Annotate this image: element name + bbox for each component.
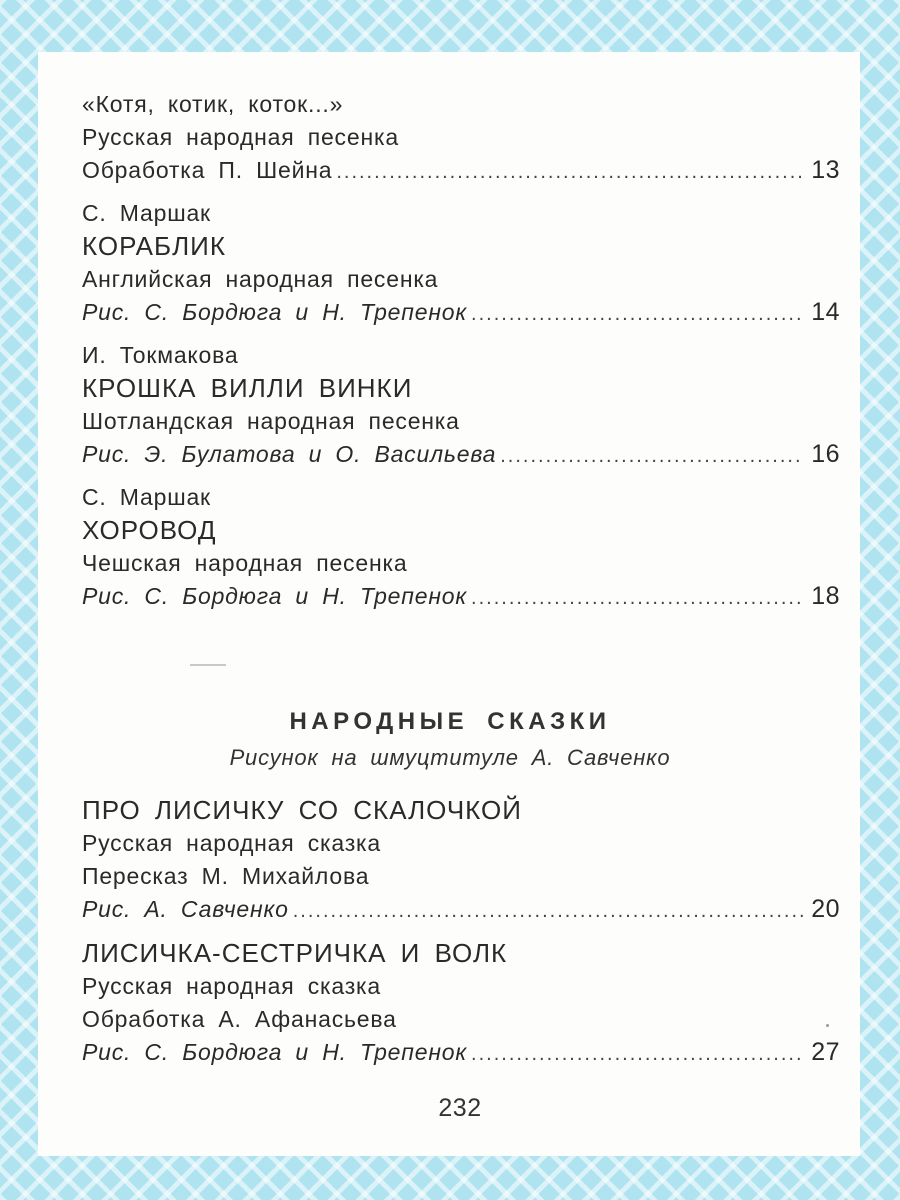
dot-leader — [471, 582, 803, 615]
toc-entry-pro-lisichku — [82, 794, 840, 926]
toc-entry-credit-row — [82, 580, 840, 613]
toc-entry-retelling: Пересказ М. Михайлова — [82, 863, 370, 889]
toc-entry-credit-row — [82, 296, 840, 329]
toc-entry-genre: Русская народная сказка — [82, 830, 382, 856]
toc-entry-genre: Чешская народная песенка — [82, 550, 408, 576]
toc-entry-author: И. Токмакова — [82, 342, 239, 368]
toc-entry-adaptation: Обработка А. Афанасьева — [82, 1006, 397, 1032]
print-speck — [826, 1024, 829, 1027]
toc-entry-title: ЛИСИЧКА-СЕСТРИЧКА И ВОЛК — [82, 938, 508, 968]
toc-entry-page: 14 — [811, 298, 840, 326]
toc-entry-credit-row — [82, 1036, 840, 1069]
toc-entry-title: КОРАБЛИК — [82, 231, 226, 261]
dot-leader — [471, 298, 803, 331]
section-heading: НАРОДНЫЕ СКАЗКИ — [289, 708, 611, 735]
toc-entry-credit-row — [82, 154, 840, 187]
toc-entry-genre: Шотландская народная песенка — [82, 408, 460, 434]
toc-entry-credit-row — [82, 893, 840, 926]
toc-entry-page: 27 — [811, 1038, 840, 1066]
toc-entry-kroshka-villi-vinki — [82, 339, 840, 471]
toc-entry-credit: Рис. С. Бордюга и Н. Трепенок — [82, 299, 468, 325]
toc-entry-page: 16 — [811, 440, 840, 468]
toc-entry-author: С. Маршак — [82, 484, 211, 510]
section-subheading: Рисунок на шмуцтитуле А. Савченко — [229, 745, 671, 770]
toc-entry-genre: Английская народная песенка — [82, 266, 439, 292]
toc-entry-genre: Русская народная песенка — [82, 124, 399, 150]
toc-entry-korablik — [82, 197, 840, 329]
toc-entry-title: «Котя, котик, коток...» — [82, 91, 344, 117]
toc-entry-page: 13 — [811, 156, 840, 184]
toc-entry-credit: Рис. Э. Булатова и О. Васильева — [82, 441, 497, 467]
toc-entry-page: 18 — [811, 582, 840, 610]
toc-entry-author: С. Маршак — [82, 200, 211, 226]
dot-leader — [471, 1038, 803, 1071]
toc-entry-title: ПРО ЛИСИЧКУ СО СКАЛОЧКОЙ — [82, 795, 522, 825]
toc-entry-title: ХОРОВОД — [82, 515, 217, 545]
toc-entry-credit: Рис. А. Савченко — [82, 896, 289, 922]
dot-leader — [336, 156, 803, 189]
toc-entry-credit: Рис. С. Бордюга и Н. Трепенок — [82, 1039, 468, 1065]
divider-mark — [190, 664, 226, 666]
page-number: 232 — [438, 1094, 482, 1122]
toc-entry-credit: Обработка П. Шейна — [82, 157, 333, 183]
toc-entry-page: 20 — [811, 895, 840, 923]
toc-entry-lisichka-sestrichka — [82, 937, 840, 1069]
toc-entry-credit: Рис. С. Бордюга и Н. Трепенок — [82, 583, 468, 609]
toc-entry-title: КРОШКА ВИЛЛИ ВИНКИ — [82, 373, 413, 403]
dot-leader — [500, 440, 803, 473]
toc-entry-kotya — [82, 88, 840, 187]
toc-entry-credit-row — [82, 438, 840, 471]
toc-entry-genre: Русская народная сказка — [82, 973, 382, 999]
dot-leader — [293, 895, 803, 928]
toc-entry-khorovod — [82, 481, 840, 613]
